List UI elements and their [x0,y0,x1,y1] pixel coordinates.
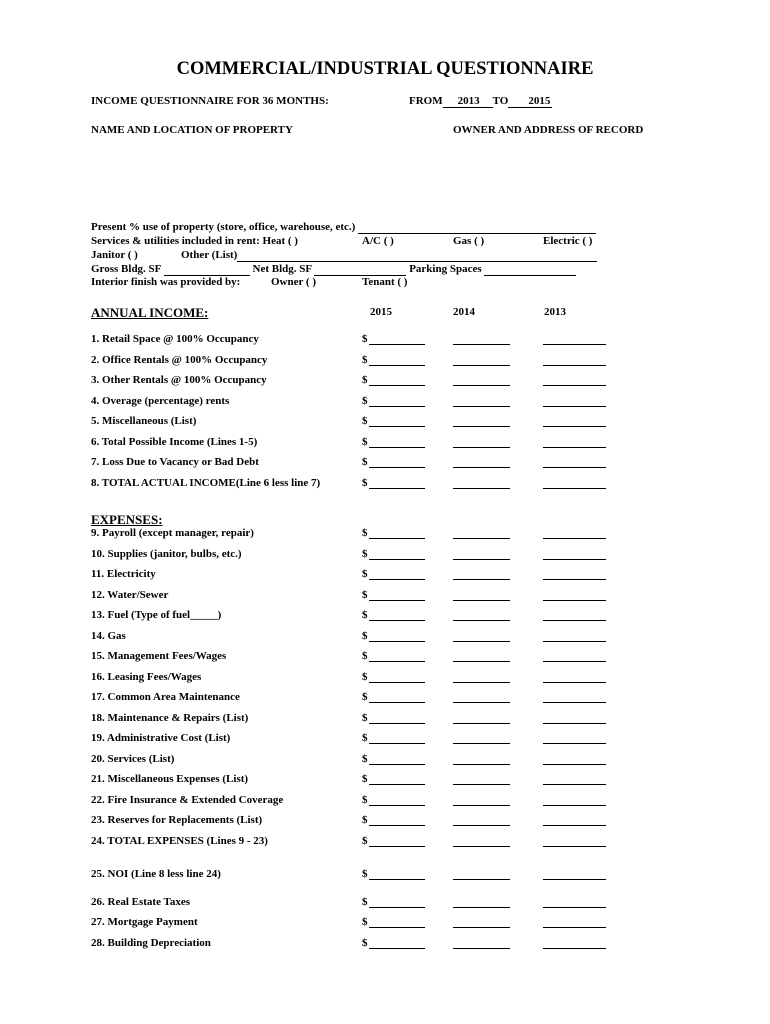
amount-2013-field[interactable] [543,682,606,683]
from-label: FROM [409,95,443,107]
amount-2014-field[interactable] [453,467,510,468]
amount-2014-field[interactable] [453,641,510,642]
line-item-label: 20. Services (List) [91,752,175,765]
line-item-label: 19. Administrative Cost (List) [91,732,231,744]
amount-2015-field[interactable] [369,467,425,468]
amount-2015-field[interactable] [369,879,425,880]
dollar-sign: $ [362,353,368,366]
amount-2013-field[interactable] [543,385,606,386]
amount-2013-field[interactable] [543,764,606,765]
dollar-sign: $ [362,476,368,489]
net-field[interactable] [314,263,406,276]
line-item-label: 24. TOTAL EXPENSES (Lines 9 - 23) [91,834,268,847]
line-item-label: 3. Other Rentals @ 100% Occupancy [91,374,267,386]
amount-2015-field[interactable] [369,600,425,601]
present-use-row [91,221,596,234]
amount-2014-field[interactable] [453,927,510,928]
line-item-label: 21. Miscellaneous Expenses (List) [91,773,249,785]
amount-2015-field[interactable] [369,702,425,703]
dollar-sign: $ [362,568,368,580]
amount-2014-field[interactable] [453,682,510,683]
annual-income-heading: ANNUAL INCOME: [91,305,209,320]
gross-field[interactable] [164,263,250,276]
dollar-sign: $ [362,415,368,427]
line-item-label: 14. Gas [91,629,126,642]
income-questionnaire-label: INCOME QUESTIONNAIRE FOR 36 MONTHS: [91,95,329,107]
amount-2013-field[interactable] [543,743,606,744]
amount-2014-field[interactable] [453,743,510,744]
line-item-label: 28. Building Depreciation [91,937,211,949]
from-year-field[interactable]: 2013 [455,95,483,108]
line-item-label: 27. Mortgage Payment [91,916,198,928]
amount-2015-field[interactable] [369,682,425,683]
line-item-label: 9. Payroll (except manager, repair) [91,527,254,539]
present-use-label: Present % use of property (store, office, warehouse, etc.) [91,221,356,233]
dollar-sign: $ [362,732,368,744]
amount-2013-field[interactable] [543,825,606,826]
dollar-sign: $ [362,711,368,724]
amount-2013-field[interactable] [543,661,606,662]
dollar-sign: $ [362,793,368,806]
line-item-label: 18. Maintenance & Repairs (List) [91,711,249,724]
amount-2014-field[interactable] [453,846,510,847]
amount-2014-field[interactable] [453,344,510,345]
dollar-sign: $ [362,629,368,642]
dollar-sign: $ [362,670,368,683]
amount-2015-field[interactable] [369,948,425,949]
amount-2014-field[interactable] [453,488,510,489]
amount-2014-field[interactable] [453,764,510,765]
other-label: Other (List) [181,249,238,261]
year-col-3: 2013 [544,306,566,318]
amount-2015-field[interactable] [369,579,425,580]
amount-2015-field[interactable] [369,620,425,621]
dollar-sign: $ [362,937,368,949]
amount-2015-field[interactable] [369,559,425,560]
dollar-sign: $ [362,916,368,928]
amount-2013-field[interactable] [543,723,606,724]
gas-checkbox[interactable]: Gas ( ) [453,235,485,247]
amount-2013-field[interactable] [543,488,606,489]
amount-2014-field[interactable] [453,600,510,601]
services-row [91,235,298,248]
dollar-sign: $ [362,394,368,407]
line-item-label: 5. Miscellaneous (List) [91,415,197,427]
amount-2013-field[interactable] [543,784,606,785]
line-item-label: 17. Common Area Maintenance [91,691,240,703]
amount-2014-field[interactable] [453,948,510,949]
other-field[interactable] [237,249,597,262]
amount-2014-field[interactable] [453,426,510,427]
net-label: Net Bldg. SF [252,263,312,275]
expenses-heading: EXPENSES: [91,512,163,527]
amount-2015-field[interactable] [369,846,425,847]
amount-2015-field[interactable] [369,784,425,785]
dollar-sign: $ [362,814,368,826]
line-item-label: 2. Office Rentals @ 100% Occupancy [91,353,268,366]
amount-2013-field[interactable] [543,927,606,928]
interior-label: Interior finish was provided by: [91,276,241,288]
amount-2014-field[interactable] [453,907,510,908]
amount-2015-field[interactable] [369,344,425,345]
amount-2015-field[interactable] [369,488,425,489]
amount-2015-field[interactable] [369,447,425,448]
form-title: COMMERCIAL/INDUSTRIAL QUESTIONNAIRE [176,59,594,79]
amount-2014-field[interactable] [453,702,510,703]
amount-2014-field[interactable] [453,784,510,785]
amount-2014-field[interactable] [453,661,510,662]
amount-2013-field[interactable] [543,426,606,427]
dollar-sign: $ [362,547,368,560]
amount-2014-field[interactable] [453,406,510,407]
amount-2014-field[interactable] [453,805,510,806]
amount-2015-field[interactable] [369,764,425,765]
parking-label: Parking Spaces [409,263,482,275]
amount-2015-field[interactable] [369,406,425,407]
dollar-sign: $ [362,896,368,908]
period-range [409,95,552,108]
amount-2013-field[interactable] [543,805,606,806]
amount-2015-field[interactable] [369,825,425,826]
amount-2015-field[interactable] [369,426,425,427]
dollar-sign: $ [362,588,368,601]
amount-2013-field[interactable] [543,538,606,539]
amount-2015-field[interactable] [369,907,425,908]
amount-2013-field[interactable] [543,620,606,621]
line-item-label: 25. NOI (Line 8 less line 24) [91,868,221,880]
other-row [181,249,597,262]
amount-2014-field[interactable] [453,825,510,826]
amount-2014-field[interactable] [453,365,510,366]
amount-2014-field[interactable] [453,559,510,560]
line-item-label: 13. Fuel (Type of fuel_____) [91,609,222,621]
line-item-label: 6. Total Possible Income (Lines 1-5) [91,435,258,448]
line-item-label: 26. Real Estate Taxes [91,896,190,908]
janitor-checkbox[interactable]: Janitor ( ) [91,249,138,261]
tenant-checkbox[interactable]: Tenant ( ) [362,276,408,288]
dollar-sign: $ [362,650,368,662]
line-item-label: 7. Loss Due to Vacancy or Bad Debt [91,456,259,468]
line-item-label: 16. Leasing Fees/Wages [91,670,202,683]
amount-2014-field[interactable] [453,385,510,386]
dollar-sign: $ [362,333,368,345]
to-label: TO [492,95,509,107]
present-use-field[interactable] [358,221,596,234]
line-item-label: 12. Water/Sewer [91,588,169,601]
amount-2015-field[interactable] [369,661,425,662]
amount-2015-field[interactable] [369,385,425,386]
dollar-sign: $ [362,609,368,621]
amount-2015-field[interactable] [369,641,425,642]
amount-2013-field[interactable] [543,600,606,601]
electric-checkbox[interactable]: Electric ( ) [543,235,593,247]
amount-2013-field[interactable] [543,579,606,580]
gross-label: Gross Bldg. SF [91,263,161,275]
line-item-label: 15. Management Fees/Wages [91,650,227,662]
services-label: Services & utilities included in rent: [91,235,260,247]
dollar-sign: $ [362,868,368,880]
to-year-field[interactable]: 2015 [528,95,551,107]
amount-2014-field[interactable] [453,879,510,880]
area-row [91,263,576,276]
amount-2015-field[interactable] [369,538,425,539]
parking-field[interactable] [484,263,576,276]
dollar-sign: $ [362,374,368,386]
amount-2013-field[interactable] [543,846,606,847]
amount-2013-field[interactable] [543,344,606,345]
dollar-sign: $ [362,527,368,539]
owner-address-label: OWNER AND ADDRESS OF RECORD [453,124,644,136]
amount-2014-field[interactable] [453,579,510,580]
amount-2013-field[interactable] [543,467,606,468]
line-item-label: 4. Overage (percentage) rents [91,394,230,407]
ac-checkbox[interactable]: A/C ( ) [362,235,394,247]
line-item-label: 11. Electricity [91,568,156,580]
amount-2013-field[interactable] [543,702,606,703]
amount-2013-field[interactable] [543,559,606,560]
dollar-sign: $ [362,435,368,448]
amount-2015-field[interactable] [369,743,425,744]
owner-checkbox[interactable]: Owner ( ) [271,276,317,288]
dollar-sign: $ [362,456,368,468]
amount-2013-field[interactable] [543,907,606,908]
amount-2014-field[interactable] [453,620,510,621]
amount-2013-field[interactable] [543,879,606,880]
line-item-label: 1. Retail Space @ 100% Occupancy [91,333,259,345]
amount-2015-field[interactable] [369,805,425,806]
dollar-sign: $ [362,691,368,703]
year-col-2: 2014 [453,306,475,318]
amount-2014-field[interactable] [453,538,510,539]
heat-checkbox[interactable]: Heat ( ) [262,235,298,247]
dollar-sign: $ [362,834,368,847]
amount-2013-field[interactable] [543,641,606,642]
dollar-sign: $ [362,773,368,785]
amount-2013-field[interactable] [543,406,606,407]
amount-2013-field[interactable] [543,365,606,366]
amount-2014-field[interactable] [453,447,510,448]
amount-2015-field[interactable] [369,365,425,366]
amount-2013-field[interactable] [543,948,606,949]
year-col-1: 2015 [370,306,392,318]
line-item-label: 23. Reserves for Replacements (List) [91,814,263,826]
line-item-label: 10. Supplies (janitor, bulbs, etc.) [91,547,242,560]
amount-2015-field[interactable] [369,723,425,724]
amount-2015-field[interactable] [369,927,425,928]
amount-2013-field[interactable] [543,447,606,448]
line-item-label: 22. Fire Insurance & Extended Coverage [91,793,284,806]
line-item-label: 8. TOTAL ACTUAL INCOME(Line 6 less line 7) [91,476,321,489]
amount-2014-field[interactable] [453,723,510,724]
name-location-label: NAME AND LOCATION OF PROPERTY [91,124,293,136]
dollar-sign: $ [362,752,368,765]
